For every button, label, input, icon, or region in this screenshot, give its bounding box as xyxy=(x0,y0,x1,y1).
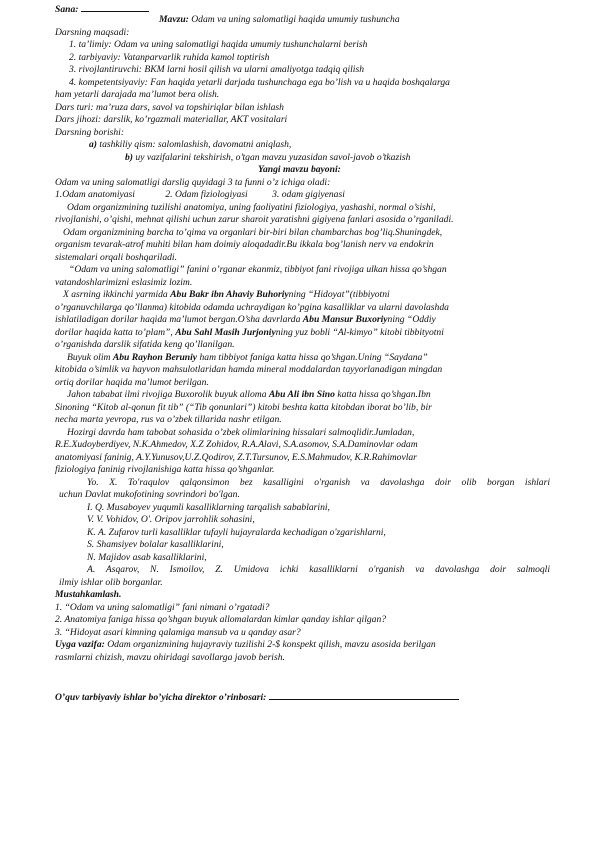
paragraph-line xyxy=(63,289,390,301)
process-step-b xyxy=(125,152,410,164)
goal-item: 1. ta’limiy: Odam va uning salomatligi haqida umumiy tushunchalarni berish xyxy=(69,39,368,50)
paragraph-line: R.E.Xudoyberdiyev, N.K.Ahmedov, X.Z Zohidov, R.A.Alavi, S.A.asomov, S.A.Daminovlar odam xyxy=(55,439,418,450)
step-b-label: b) xyxy=(125,152,133,163)
contribution-item: S. Shamsiyev bolalar kasalliklarini, xyxy=(87,539,224,550)
scholar-name: Abu Mansur Buxoriy xyxy=(302,314,388,325)
date-label: Sana: xyxy=(55,4,79,15)
step-b-text: uy vazifalarini tekshirish, o’tgan mavzu yuzasidan savol-javob o’tkazish xyxy=(133,152,411,163)
scholar-name: Abu Bakr ibn Ahaviy Buhoriy xyxy=(170,289,289,300)
date-blank xyxy=(81,2,149,12)
date-line xyxy=(55,2,149,16)
process-title: Darsning borishi: xyxy=(55,127,125,138)
lesson-type: Dars turi: ma’ruza dars, savol va topshiriqlar bilan ishlash xyxy=(55,102,284,113)
paragraph-line: sistemalari orqali boshqariladi. xyxy=(55,252,177,263)
goal-item: ham yetarli darajada ma’lumot bera olish. xyxy=(55,89,220,100)
paragraph-line: Sinoning “Kitob al-qonun fit tib” (“Tib qonunlari”) kitobi beshta katta kitobdan iborat bo’lib, bir xyxy=(55,402,432,413)
contribution-item: ilmiy ishlar olib borganlar. xyxy=(59,577,163,588)
paragraph-line: fiziologiya faninig rivojlanishiga katta hissa qo’shganlar. xyxy=(55,464,275,475)
paragraph-line: ortiq dorilar haqida ma’lumot berilgan. xyxy=(55,377,209,388)
paragraph-line xyxy=(55,327,444,339)
paragraph-line xyxy=(67,389,431,401)
contribution-item: A. Asqarov, N. Ismoilov, Z. Umidova ichki kasalliklarni o'rganish va davolashga doir salmoqli xyxy=(87,564,550,575)
topic-text: Odam va uning salomatligi haqida umumiy tushuncha xyxy=(188,14,400,25)
goal-item: 2. tarbiyaviy: Vatanparvarlik ruhida kamol toptirish xyxy=(69,52,270,63)
text-run: ning “Hidoyat”(tibbiyotni xyxy=(288,289,390,300)
paragraph-line xyxy=(67,352,428,364)
lesson-equipment: Dars jihozi: darslik, ko’rgazmali materiallar, AKT vositalari xyxy=(55,114,288,125)
contribution-item: I. Q. Musaboyev yuqumli kasalliklarning tarqalish sabablarini, xyxy=(87,502,330,513)
paragraph-line: Yo. X. To'raqulov qalqonsimon bez kasalligini o'rganish va davolashga doir olib borgan ishlari xyxy=(87,477,550,488)
subject-item: 2. Odam fiziologiyasi xyxy=(165,189,248,200)
paragraph-line: rivojlanishi, o’qishi, mehnat qilishi uchun zarur sharoit yaratishni gigiyena fanlari asosida o’rganiladi. xyxy=(55,214,454,225)
text-run: ning “Oddiy xyxy=(387,314,436,325)
topic-label: Mavzu: xyxy=(159,14,189,25)
paragraph-line: uchun Davlat mukofotining sovrindori bo'lgan. xyxy=(59,489,240,500)
paragraph-line: organism tevarak-atrof muhiti bilan ham doimiy aloqadadir.Bu ikkala bog’lanish nerv va endokrin xyxy=(55,239,434,250)
signature-line xyxy=(55,690,459,704)
scholar-name: Abu Sahl Masih Jurjoniy xyxy=(175,327,276,338)
paragraph-line: necha marta yevropa, rus va o’zbek tillarida nashr etilgan. xyxy=(55,414,282,425)
step-a-text: tashkiliy qism: salomlashish, davomatni aniqlash, xyxy=(97,139,292,150)
topic-line xyxy=(159,14,400,26)
signature-blank xyxy=(269,690,459,700)
step-a-label: a) xyxy=(89,139,97,150)
subject-list xyxy=(55,189,345,201)
paragraph-line: Odam organizmining barcha to’qima va organlari bir-biri bilan chambarchas bog’liq.Shuningdek, xyxy=(63,227,443,238)
text-run: Jahon tababat ilmi rivojiga Buxorolik buyuk alloma xyxy=(67,389,269,400)
scholar-name: Abu Rayhon Beruniy xyxy=(112,352,198,363)
text-run: Buyuk olim xyxy=(67,352,113,363)
paragraph-line: kitobida o’simlik va hayvon mahsulotlaridan hamda mineral moddalardan tayyorlanadigan mingdan xyxy=(55,364,443,375)
review-question: 1. “Odam va uning salomatligi” fani nimani o’rgatadi? xyxy=(55,602,270,613)
subject-item: 3. odam gigiyenasi xyxy=(272,189,345,200)
contribution-item: K. A. Zufarov turli kasalliklar tufayli hujayralarda kechadigan o'zgarishlarni, xyxy=(87,527,386,538)
new-topic-heading: Yangi mavzu bayoni: xyxy=(258,164,341,175)
review-question: 2. Anatomiya faniga hissa qo’shgan buyuk allomalardan kimlar qanday ishlar qilgan? xyxy=(55,614,387,625)
homework-text: Odam organizmining hujayraviy tuzilishi 2-$ konspekt qilish, mavzu asosida berilgan xyxy=(104,639,436,650)
review-title: Mustahkamlash. xyxy=(55,589,122,600)
paragraph-line: vatandoshlarimizni eslasimiz lozim. xyxy=(55,277,193,288)
text-run: ishlatiladigan dorilar haqida ma’lumot bergan.O’sha davrlarda xyxy=(55,314,303,325)
text-run: ning yuz bobli “Al-kimyo” kitobi tibbityotni xyxy=(275,327,444,338)
text-run: X asrning ikkinchi yarmida xyxy=(63,289,171,300)
contribution-item: V. V. Vohidov, O'. Oripov jarrohlik sohasini, xyxy=(87,514,255,525)
review-question: 3. “Hidoyat asari kimning qalamiga mansub va u qanday asar? xyxy=(55,627,301,638)
subject-item: 1.Odam anatomiyasi xyxy=(55,189,135,200)
text-run: katta hissa qo’shgan.Ibn xyxy=(334,389,431,400)
homework-line xyxy=(55,639,436,651)
homework-label: Uyga vazifa: xyxy=(55,639,105,650)
intro-text: Odam va uning salomatligi darslig quyidagi 3 ta funni o’z ichiga oladi: xyxy=(55,177,331,188)
contribution-item: N. Majidov asab kasalliklarini, xyxy=(87,552,207,563)
paragraph-line: o’rganuvchilarga qo’llanma) kitobida odamda uchraydigan ko’pgina kasalliklar va ularni davolashda xyxy=(55,302,449,313)
scholar-name: Abu Ali ibn Sino xyxy=(268,389,335,400)
signature-label: O’quv tarbiyaviy ishlar bo’yicha direktor o’rinbosari: xyxy=(55,692,267,703)
paragraph-line: o’rganishda darslik sifatida keng qo’llanilgan. xyxy=(55,339,235,350)
paragraph-line: “Odam va uning salomatligi” fanini o’rganar ekanmiz, tibbiyot fani rivojiga ulkan hissa qo’shgan xyxy=(69,264,447,275)
text-run: ham tibbiyot faniga katta hissa qo’shgan.Uning “Saydana” xyxy=(197,352,428,363)
paragraph-line: Hozirgi davrda ham tabobat sohasida o’zbek olimlarining hissalari salmoqlidir.Jumladan, xyxy=(67,427,415,438)
goals-title: Darsning maqsadi: xyxy=(55,27,130,38)
goal-item: 4. kompetentsiyaviy: Fan haqida yetarli darjada tushunchaga ega bo’lish va u haqida boshqalarga xyxy=(69,77,450,88)
paragraph-line xyxy=(55,314,436,326)
paragraph-line: Odam organizmining tuzilishi anatomiya, uning faoliyatini fiziologiya, yashashi, normal o’sishi, xyxy=(67,202,436,213)
goal-item: 3. rivojlantiruvchi: BKM larni hosil qilish va ularni amaliyotga tadqiq qilish xyxy=(69,64,365,75)
text-run: dorilar haqida katta to’plam”, xyxy=(55,327,176,338)
process-step-a xyxy=(89,139,291,151)
paragraph-line: anatomiyasi faninig, A.Y.Yunusov,U.Z.Qodirov, Z.T.Tursunov, E.S.Mahmudov, K.R.Rahimovlar xyxy=(55,452,417,463)
homework-line: rasmlarni chizish, mavzu ohiridagi savollarga javob berish. xyxy=(55,652,285,663)
